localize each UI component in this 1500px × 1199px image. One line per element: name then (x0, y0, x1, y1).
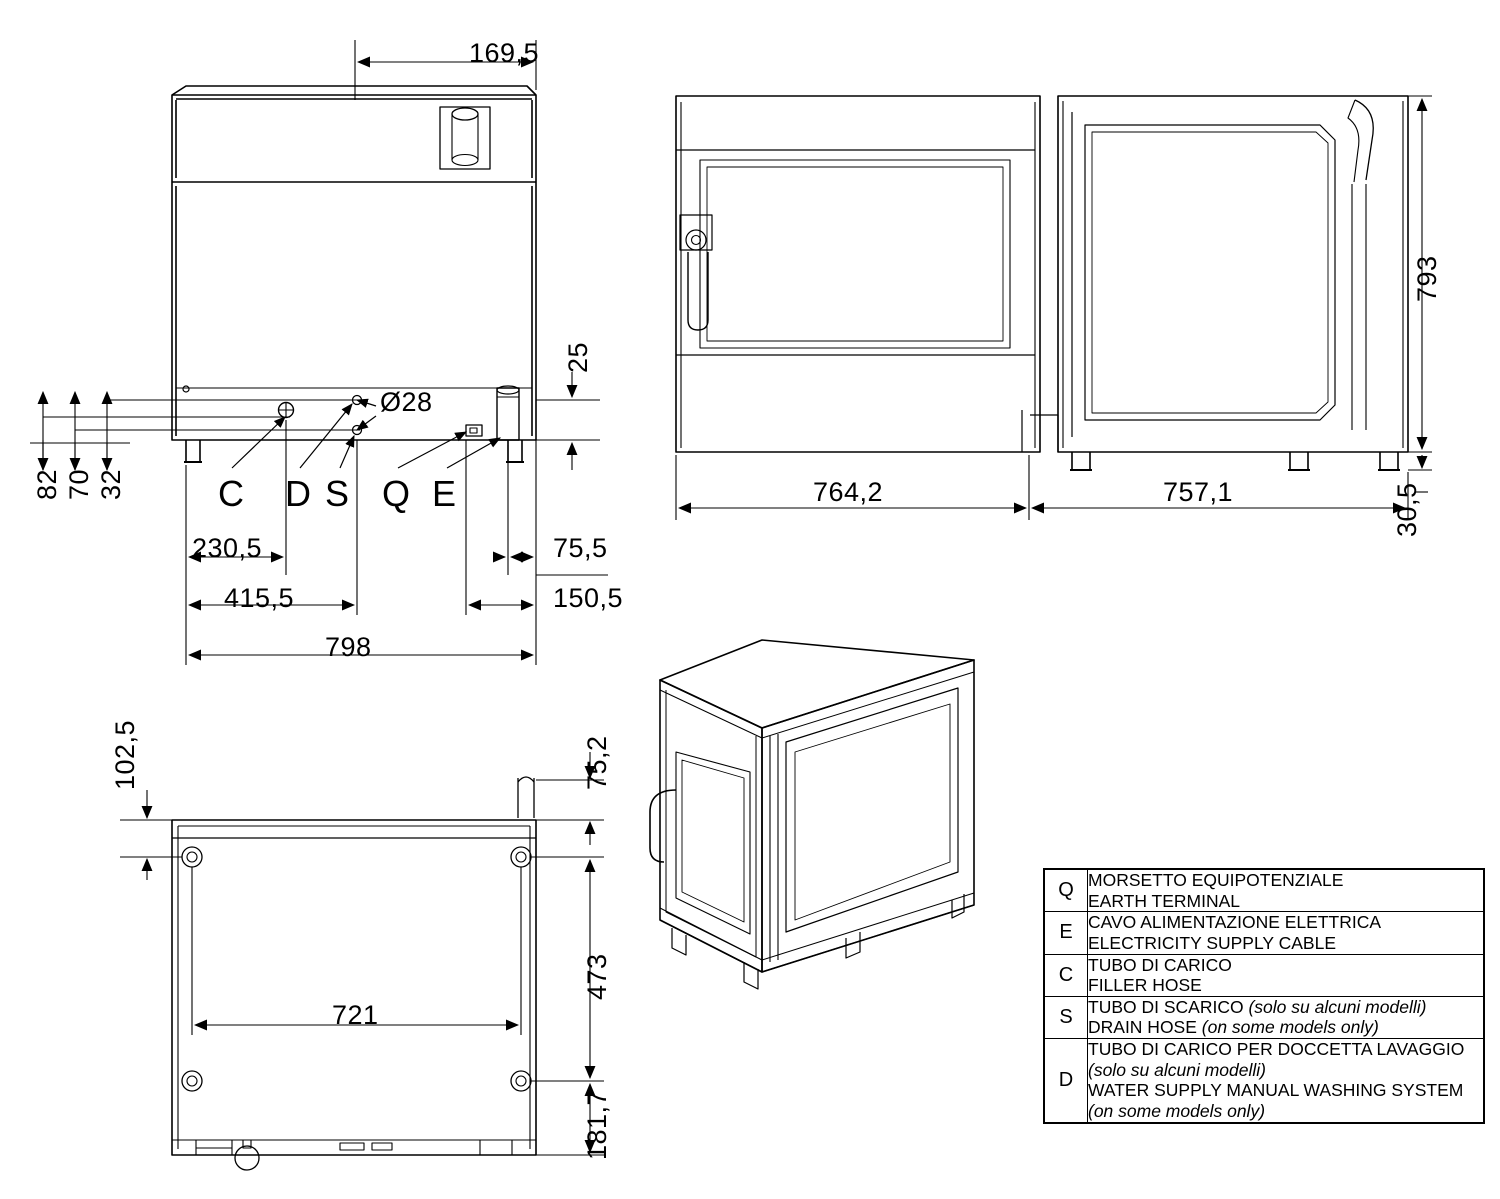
connections-legend (1043, 868, 1485, 1124)
legend-it: MORSETTO EQUIPOTENZIALE (1088, 870, 1344, 890)
dim-front-32: 32 (96, 468, 126, 500)
legend-row (1045, 996, 1484, 1038)
legend-row (1045, 870, 1484, 912)
dim-side-757-1: 757,1 (1163, 477, 1234, 507)
legend-en: DRAIN HOSE (1088, 1017, 1197, 1038)
dim-front-230-5: 230,5 (192, 533, 263, 563)
legend-key: C (1045, 954, 1088, 996)
legend-it-note: (solo su alcuni modelli) (1088, 1059, 1266, 1080)
legend-it-note: (solo su alcuni modelli) (1248, 996, 1427, 1017)
callout-s: S (325, 473, 350, 514)
dim-front-169-5: 169,5 (469, 38, 540, 68)
callout-d: D (285, 473, 311, 514)
dim-front-70: 70 (64, 468, 94, 500)
legend-en-note: (on some models only) (1088, 1101, 1266, 1122)
dim-front-150-5: 150,5 (553, 583, 624, 613)
dim-front-798: 798 (325, 632, 372, 662)
legend-it: TUBO DI CARICO (1088, 954, 1232, 975)
legend-key: D (1045, 1039, 1088, 1123)
dim-top-102-5: 102,5 (110, 719, 140, 790)
dim-top-721: 721 (332, 1000, 379, 1030)
dim-side-30-5: 30,5 (1392, 482, 1422, 537)
legend-it: TUBO DI SCARICO (1088, 996, 1244, 1017)
legend-key: E (1045, 912, 1088, 954)
legend-description (1088, 870, 1484, 912)
dim-front-82: 82 (32, 468, 62, 500)
legend-description (1088, 996, 1484, 1038)
legend-description (1088, 912, 1484, 954)
legend-it: TUBO DI CARICO PER DOCCETTA LAVAGGIO (1088, 1039, 1465, 1060)
legend-key: Q (1045, 870, 1088, 912)
legend-row (1045, 1039, 1484, 1123)
callout-c: C (218, 473, 244, 514)
dim-top-473: 473 (582, 953, 612, 1000)
legend-description (1088, 1039, 1484, 1123)
legend-en-note: (on some models only) (1201, 1017, 1379, 1038)
dim-side-793: 793 (1412, 255, 1442, 302)
legend-it-line (1088, 997, 1483, 1018)
callout-e: E (432, 473, 457, 514)
dim-front-415-5: 415,5 (224, 583, 295, 613)
legend-it: CAVO ALIMENTAZIONE ELETTRICA (1088, 912, 1382, 933)
callout-q: Q (382, 473, 411, 514)
dim-front-25: 25 (563, 341, 593, 373)
legend-en: WATER SUPPLY MANUAL WASHING SYSTEM (1088, 1080, 1464, 1101)
dim-front-75-5: 75,5 (553, 533, 608, 563)
dim-side-764-2: 764,2 (813, 477, 884, 507)
legend-en: EARTH TERMINAL (1088, 890, 1241, 911)
dim-front-diameter-28: Ø28 (380, 387, 433, 417)
dim-top-181-7: 181,7 (582, 1089, 612, 1160)
dim-top-75-2: 75,2 (582, 735, 612, 790)
legend-key: S (1045, 996, 1088, 1038)
legend-en-line (1088, 1017, 1483, 1038)
legend-en: ELECTRICITY SUPPLY CABLE (1088, 932, 1337, 953)
legend-row (1045, 912, 1484, 954)
legend-row (1045, 954, 1484, 996)
legend-en: FILLER HOSE (1088, 975, 1202, 996)
legend-description (1088, 954, 1484, 996)
